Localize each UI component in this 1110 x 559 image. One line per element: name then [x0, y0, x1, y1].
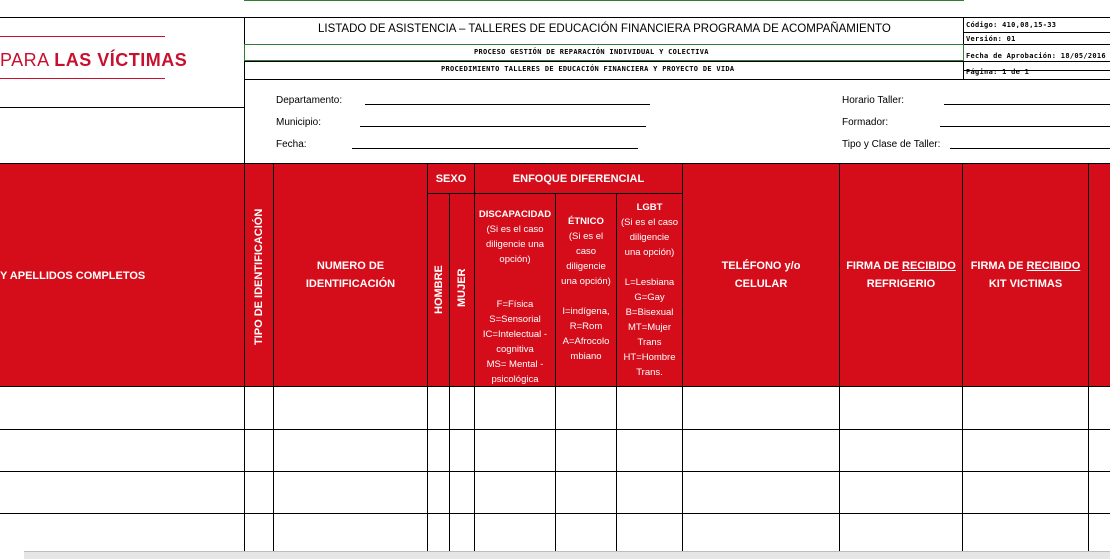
subheader-line	[427, 193, 683, 194]
logo-topline	[0, 36, 165, 37]
frame-fields-top	[244, 79, 1110, 80]
discapacidad-line: S=Sensorial	[489, 314, 541, 325]
etnico-line: mbiano	[570, 351, 602, 362]
discapacidad-spacer	[514, 282, 517, 297]
header-kit-line2: KIT VICTIMAS	[988, 278, 1063, 290]
formador-line[interactable]	[940, 126, 1110, 127]
meta-approval: Fecha de Aprobación: 18/05/2016	[966, 52, 1106, 60]
header-mujer: MUJER	[456, 268, 468, 307]
header-refrigerio-line2: REFRIGERIO	[866, 278, 936, 290]
discapacidad-line: cognitiva	[496, 344, 534, 355]
col-border-11	[1088, 163, 1089, 558]
refrigerio-underlined: RECIBIDO	[902, 260, 956, 272]
meta-version: Versión: 01	[966, 35, 1016, 43]
col-border-1	[244, 163, 245, 558]
meta-page: Página: 1 de 1	[966, 68, 1030, 76]
lgbt-line: una opción)	[624, 247, 675, 258]
lgbt-line: (Si es el caso	[620, 217, 679, 228]
row-line	[0, 429, 1110, 430]
etnico-spacer	[585, 289, 588, 304]
header-numero-id-line2: IDENTIFICACIÓN	[305, 278, 396, 290]
frame-procedure-top	[244, 61, 1110, 62]
etnico-line: (Si es el	[568, 231, 604, 242]
meta-code: Código: 410,08,15-33	[966, 21, 1057, 29]
logo-underline	[0, 78, 165, 79]
lgbt-line: MT=Mujer	[627, 322, 672, 333]
header-lgbt	[617, 200, 682, 380]
header-tipo-id: TIPO DE IDENTIFICACIÓN	[253, 208, 265, 345]
header-sexo: SEXO	[435, 172, 467, 185]
discapacidad-line: (Si es el caso	[486, 224, 544, 235]
header-numero-id	[274, 163, 427, 387]
formador-label: Formador:	[842, 117, 889, 128]
lgbt-line: L=Lesbiana	[624, 277, 675, 288]
document-title: LISTADO DE ASISTENCIA – TALLERES DE EDUCACIÓN FINANCIERA PROGRAMA DE ACOMPAÑAMIENTO	[318, 23, 891, 35]
header-telefono-line2: CELULAR	[734, 278, 788, 290]
header-discapacidad	[475, 207, 555, 385]
tipo-clase-label: Tipo y Clase de Taller:	[842, 139, 941, 150]
etnico-line: una opción)	[561, 276, 611, 287]
header-kit	[963, 163, 1088, 387]
row-line	[0, 513, 1110, 514]
lgbt-line: Trans.	[636, 367, 663, 378]
etnico-title: ÉTNICO	[568, 216, 604, 227]
tipo-clase-line[interactable]	[950, 148, 1110, 149]
lgbt-line: HT=Hombre	[623, 352, 676, 363]
lgbt-line: Trans	[637, 337, 662, 348]
refrigerio-prefix: FIRMA DE	[846, 260, 903, 272]
discapacidad-title: DISCAPACIDAD	[478, 209, 552, 220]
lgbt-line: B=Bisexual	[625, 307, 674, 318]
frame-top-green	[244, 0, 964, 1]
etnico-line: diligencie	[566, 261, 606, 272]
row-line	[0, 471, 1110, 472]
discapacidad-line: MS= Mental -	[486, 359, 544, 370]
header-refrigerio-line1	[846, 257, 956, 275]
logo-emphasis: LAS VÍCTIMAS	[54, 50, 188, 70]
etnico-line: caso	[575, 246, 597, 257]
fecha-label: Fecha:	[276, 139, 307, 150]
header-telefono-line1: TELÉFONO y/o	[721, 260, 801, 272]
fecha-line[interactable]	[352, 148, 638, 149]
col-border-3	[427, 163, 428, 558]
header-telefono	[683, 163, 839, 387]
logo-prefix: PARA	[0, 50, 55, 70]
header-etnico	[556, 214, 616, 370]
kit-underlined: RECIBIDO	[1026, 260, 1081, 272]
frame-logo-bottom	[0, 107, 244, 108]
logo	[0, 50, 187, 71]
header-hombre: HOMBRE	[433, 265, 445, 314]
header-enfoque: ENFOQUE DIFERENCIAL	[512, 172, 645, 185]
discapacidad-line: opción)	[499, 254, 531, 265]
header-numero-id-line1: NUMERO DE	[316, 260, 385, 272]
departamento-label: Departamento:	[276, 95, 343, 106]
horario-label: Horario Taller:	[842, 95, 905, 106]
col-border-4	[449, 193, 450, 558]
meta-line-1	[963, 32, 1110, 33]
municipio-line[interactable]	[360, 126, 646, 127]
header-kit-line1	[971, 257, 1081, 275]
lgbt-spacer	[648, 260, 651, 275]
etnico-line: I=indígena,	[562, 306, 610, 317]
lgbt-line: G=Gay	[634, 292, 665, 303]
discapacidad-line: IC=Intelectual -	[482, 329, 548, 340]
frame-left	[244, 17, 245, 164]
header-refrigerio	[840, 163, 962, 387]
lgbt-line: diligencie	[629, 232, 670, 243]
departamento-line[interactable]	[365, 104, 650, 105]
etnico-line: R=Rom	[569, 321, 603, 332]
header-nombres: Y APELLIDOS COMPLETOS	[0, 270, 146, 282]
discapacidad-line: F=Física	[496, 299, 534, 310]
municipio-label: Municipio:	[276, 117, 322, 128]
frame-top	[0, 17, 1110, 18]
process-label: PROCESO GESTIÓN DE REPARACIÓN INDIVIDUAL Y COLECTIVA	[474, 48, 709, 56]
etnico-line: A=Afrocolo	[562, 336, 610, 347]
discapacidad-line: diligencie una	[485, 239, 545, 250]
lgbt-title: LGBT	[636, 202, 663, 213]
kit-prefix: FIRMA DE	[970, 260, 1027, 272]
horario-line[interactable]	[944, 104, 1110, 105]
procedure-label: PROCEDIMIENTO TALLERES DE EDUCACIÓN FINANCIERA Y PROYECTO DE VIDA	[441, 65, 735, 73]
discapacidad-line: psicológica	[491, 374, 539, 385]
discapacidad-spacer	[514, 267, 517, 282]
